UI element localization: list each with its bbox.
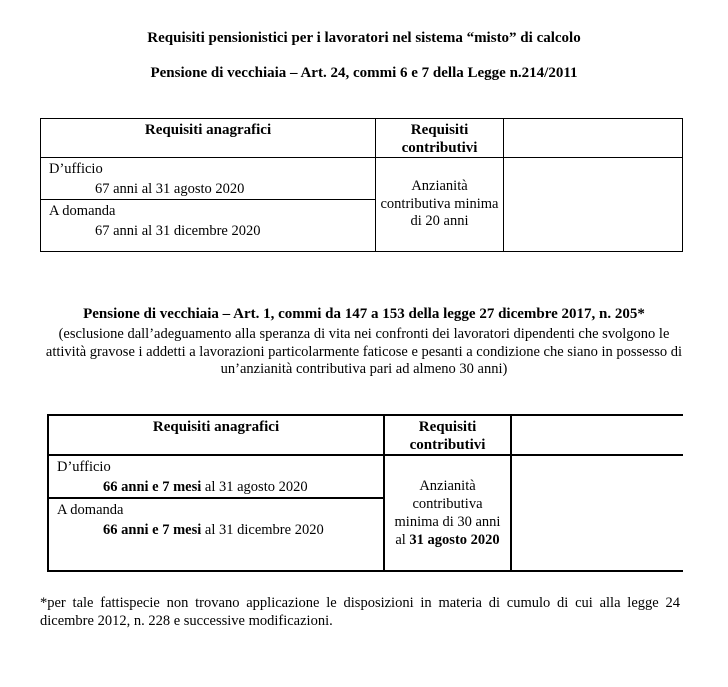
table1-header-row <box>41 119 683 158</box>
table2-header-row <box>48 415 683 455</box>
table1-domanda-value: 67 anni al 31 dicembre 2020 <box>95 223 261 239</box>
table1-row-ufficio <box>41 158 683 200</box>
footnote: *per tale fattispecie non trovano applicazione le disposizioni in materia di cumulo di cui alla legge 24 dicembre 2012, n. 228 e successive modificazioni. <box>40 594 680 629</box>
document-title: Requisiti pensionistici per i lavoratori nel sistema “misto” di calcolo <box>147 30 581 46</box>
table2-ufficio-value: 66 anni e 7 mesi al 31 agosto 2020 <box>103 478 308 495</box>
table2-ufficio-label: D’ufficio <box>57 458 111 475</box>
document-page <box>0 30 728 687</box>
table2-header-empty <box>511 415 683 455</box>
table-pensione-art1 <box>47 414 683 572</box>
table1-header-empty <box>504 119 683 158</box>
table1-cell-domanda <box>41 200 376 252</box>
table2-domanda-label: A domanda <box>57 501 124 518</box>
table2-header-contributivi: Requisiti contributivi <box>384 415 511 455</box>
table2-cell-domanda <box>48 498 384 571</box>
table2-row-ufficio <box>48 455 683 498</box>
table2-domanda-value: 66 anni e 7 mesi al 31 dicembre 2020 <box>103 521 324 538</box>
table1-domanda-label: A domanda <box>49 203 116 219</box>
table1-ufficio-label: D’ufficio <box>49 161 103 177</box>
table2-cell-ufficio <box>48 455 384 498</box>
table2-header-anagrafici: Requisiti anagrafici <box>48 415 384 455</box>
table1-ufficio-value: 67 anni al 31 agosto 2020 <box>95 181 245 197</box>
table2-cell-empty <box>511 455 683 571</box>
table1-cell-empty <box>504 158 683 252</box>
table-pensione-art24 <box>40 118 683 252</box>
table2-cell-contributivi: Anzianità contributiva minima di 30 anni al 31 agosto 2020 <box>384 455 511 571</box>
table1-cell-contributivi: Anzianità contributiva minima di 20 anni <box>376 158 504 252</box>
document-subtitle-art24: Pensione di vecchiaia – Art. 24, commi 6 e 7 della Legge n.214/2011 <box>150 65 578 81</box>
section-heading-art1: Pensione di vecchiaia – Art. 1, commi da 147 a 153 della legge 27 dicembre 2017, n. 205* <box>83 306 645 322</box>
table1-header-anagrafici: Requisiti anagrafici <box>41 119 376 158</box>
table1-header-contributivi: Requisiti contributivi <box>376 119 504 158</box>
table1-cell-ufficio <box>41 158 376 200</box>
section-note: (esclusione dall’adeguamento alla speranza di vita nei confronti dei lavoratori dipendenti che svolgono le attività gravose i addetti a lavorazioni particolarmente faticose e pesanti a condizione che siano in possesso di un’anzianità contributiva pari ad almeno 30 anni) <box>45 326 683 377</box>
